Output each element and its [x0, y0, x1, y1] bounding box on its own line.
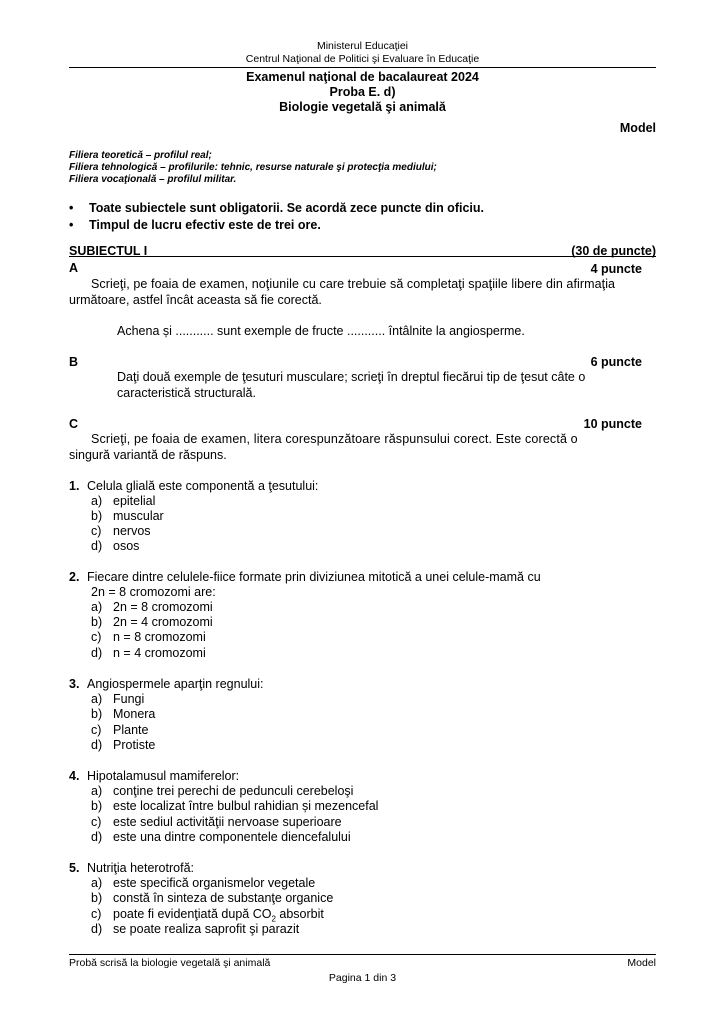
option-letter: c) [91, 907, 102, 921]
option-letter: c) [91, 524, 102, 538]
option-text: 2n = 4 cromozomi [113, 615, 213, 629]
item-c-points: 10 puncte [583, 417, 642, 431]
header-divider [69, 67, 656, 68]
question-number: 4. [69, 769, 80, 783]
option-text: Plante [113, 723, 149, 737]
question-stem: Nutriţia heterotrofă: [87, 861, 194, 875]
option-letter: a) [91, 784, 103, 798]
option-text: osos [113, 539, 140, 553]
option-text: n = 8 cromozomi [113, 630, 206, 644]
filiera-vocationala: Filiera vocaţională – profilul militar. [69, 174, 237, 185]
option-letter: b) [91, 707, 103, 721]
footer-left: Probă scrisă la biologie vegetală şi animală [69, 957, 271, 969]
option-letter: a) [91, 600, 103, 614]
question-stem-cont: 2n = 8 cromozomi are: [91, 585, 216, 599]
item-b-instruction-cont: caracteristică structurală. [117, 386, 256, 400]
item-a-sentence: Achena și ........... sunt exemple de fructe ........... întâlnite la angiosperme. [117, 324, 525, 338]
subject-title: Biologie vegetală şi animală [279, 100, 446, 114]
question-number: 5. [69, 861, 80, 875]
bullet-icon: • [69, 218, 74, 232]
question-number: 3. [69, 677, 80, 691]
option-letter: a) [91, 876, 103, 890]
option-letter: a) [91, 494, 103, 508]
question-number: 2. [69, 570, 80, 584]
item-c-instruction-cont: singură variantă de răspuns. [69, 448, 227, 462]
option-text: este localizat între bulbul rahidian și mezencefal [113, 799, 379, 813]
option-text: conţine trei perechi de pedunculi cerebeloşi [113, 784, 354, 798]
option-letter: c) [91, 723, 102, 737]
model-label: Model [619, 121, 656, 135]
item-c-letter: C [69, 417, 79, 431]
option-text: Fungi [113, 692, 145, 706]
option-text: epitelial [113, 494, 156, 508]
option-text: este sediul activităţii nervoase superioare [113, 815, 342, 829]
option-letter: a) [91, 692, 103, 706]
item-b-letter: B [69, 355, 79, 369]
option-text: Monera [113, 707, 156, 721]
option-text: Protiste [113, 738, 156, 752]
option-text: 2n = 8 cromozomi [113, 600, 213, 614]
item-a-instruction-cont: următoare, astfel încât aceasta să fie corectă. [69, 293, 322, 307]
option-text: este una dintre componentele diencefalului [113, 830, 351, 844]
option-letter: d) [91, 738, 103, 752]
question-number: 1. [69, 479, 80, 493]
item-a-points: 4 puncte [590, 262, 642, 276]
bullet-icon: • [69, 201, 74, 215]
option-letter: d) [91, 646, 103, 660]
item-a-instruction: Scrieţi, pe foaia de examen, noţiunile cu care trebuie să completaţi spaţiile libere din afirmaţia [91, 277, 616, 291]
option-letter: b) [91, 891, 103, 905]
item-b-instruction: Daţi două exemple de ţesuturi musculare; scrieţi în dreptul fiecărui tip de ţesut câte o [117, 370, 586, 384]
section-title: SUBIECTUL I [69, 244, 148, 258]
question-stem: Angiospermele aparţin regnului: [87, 677, 264, 691]
option-letter: d) [91, 922, 103, 936]
option-letter: d) [91, 830, 103, 844]
footer-right: Model [627, 957, 656, 969]
option-letter: b) [91, 799, 103, 813]
item-c-instruction: Scrieţi, pe foaia de examen, litera corespunzătoare răspunsului corect. Este corectă o [91, 432, 578, 446]
proba-title: Proba E. d) [329, 85, 396, 99]
option-letter: c) [91, 815, 102, 829]
item-a-letter: A [69, 261, 79, 275]
question-stem: Fiecare dintre celulele-fiice formate prin diviziunea mitotică a unei celule-mamă cu [87, 570, 541, 584]
rule-item: • Toate subiectele sunt obligatorii. Se acordă zece puncte din oficiu. [69, 201, 484, 215]
option-letter: d) [91, 539, 103, 553]
option-letter: b) [91, 615, 103, 629]
page-number: Pagina 1 din 3 [328, 972, 397, 984]
rule-item: • Timpul de lucru efectiv este de trei ore. [69, 218, 321, 232]
footer-divider [69, 954, 656, 955]
option-text: nervos [113, 524, 151, 538]
option-text: se poate realiza saprofit şi parazit [113, 922, 300, 936]
filiera-tehnologica: Filiera tehnologică – profilurile: tehnic, resurse naturale şi protecţia mediului; [69, 162, 437, 173]
option-letter: b) [91, 509, 103, 523]
question-stem: Celula glială este componentă a ţesutului: [87, 479, 319, 493]
section-underline [69, 256, 656, 257]
option-letter: c) [91, 630, 102, 644]
exam-title: Examenul naţional de bacalaureat 2024 [246, 70, 479, 84]
question-stem: Hipotalamusul mamiferelor: [87, 769, 240, 783]
option-text: este specifică organismelor vegetale [113, 876, 316, 890]
filiera-teoretica: Filiera teoretică – profilul real; [69, 150, 212, 161]
option-text: constă în sinteza de substanţe organice [113, 891, 334, 905]
ministry-name: Ministerul Educaţiei [316, 40, 409, 52]
option-text: muscular [113, 509, 164, 523]
item-b-points: 6 puncte [590, 355, 642, 369]
center-name: Centrul Naţional de Politici şi Evaluare în Educaţie [245, 53, 480, 65]
option-text: poate fi evidenţiată după $CO_2$ absorbit [113, 907, 324, 924]
section-points: (30 de puncte) [571, 244, 656, 258]
option-text: n = 4 cromozomi [113, 646, 206, 660]
